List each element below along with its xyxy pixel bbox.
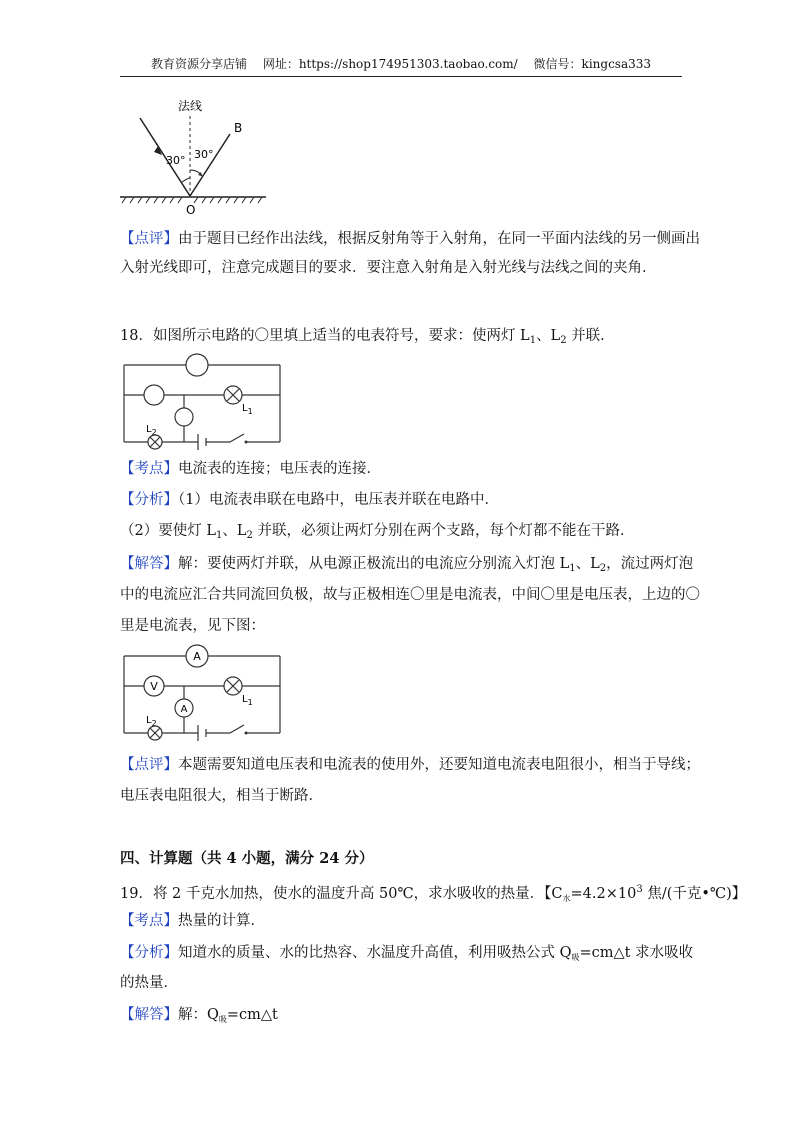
q19-kaodian: 【考点】热量的计算． (120, 913, 265, 929)
circuit-answer (118, 641, 288, 741)
q18-jieda2: 中的电流应汇合共同流回负极，故与正极相连〇里是电流表，中间〇里是电压表，上边的〇 (120, 587, 700, 603)
q18-dianping1: 【点评】本题需要知道电压表和电流表的使用外，还要知道电流表电阻很小，相当于导线； (120, 757, 700, 773)
point-o-label: O (186, 203, 196, 216)
header-shop: 教育资源分享店铺 (150, 57, 247, 71)
angle2-label: 30° (194, 148, 214, 161)
q18-jieda1: 【解答】解：要使两灯并联，从电源正极流出的电流应分别流入灯泡 $L_1$、$L_2$，流过两灯泡 (120, 556, 694, 574)
meter-a2-label: A (180, 704, 188, 715)
page-header (120, 54, 682, 77)
q17-comment-line1: 【点评】由于题目已经作出法线，根据反射角等于入射角，在同一平面内法线的另一侧画出 (120, 231, 700, 247)
circuit-blank (118, 350, 288, 450)
meter-v-label: V (150, 680, 158, 693)
circuit-l1-label: $L_1$ (242, 403, 253, 416)
q19-fenxi1: 【分析】知道水的质量、水的比热容、水温度升高值，利用吸热公式 $Q_吸=cm\triangle t$ 求水吸收 (120, 945, 694, 962)
reflection-figure (118, 96, 268, 216)
q18-jieda3: 里是电流表，见下图： (120, 618, 265, 634)
q18-dianping2: 电压表电阻很大，相当于断路． (120, 788, 323, 804)
circuit-l2-label: $L_2$ (146, 424, 157, 437)
q19-stem: 19．将 2 千克水加热，使水的温度升高 50℃，求水吸收的热量．【$C_水=4.2\times 10^3$ 焦/(千克•℃)】 (120, 884, 747, 903)
angle1-label: 30° (166, 154, 186, 167)
q19-jieda: 【解答】解：$Q_吸=cm\triangle t$ (120, 1007, 278, 1024)
meter-a1-label: A (193, 650, 201, 663)
header-url: 网址：https://shop174951303.taobao.com/ (262, 57, 518, 71)
header-wechat: 微信号：kingcsa333 (533, 57, 652, 71)
circuit2-l2-label: $L_2$ (146, 715, 157, 728)
q18-stem: 18．如图所示电路的〇里填上适当的电表符号，要求：使两灯 $L_1$、$L_2$ 并联． (120, 328, 615, 346)
q17-comment-line2: 入射光线即可，注意完成题目的要求．要注意入射角是入射光线与法线之间的夹角． (120, 260, 657, 276)
q17-dianping-tag: 【点评】 (120, 231, 178, 247)
normal-label: 法线 (178, 99, 203, 113)
point-b-label: B (234, 121, 243, 135)
q19-fenxi2: 的热量． (120, 975, 178, 991)
q18-fenxi1: 【分析】（1）电流表串联在电路中，电压表并联在电路中． (120, 492, 499, 508)
q18-kaodian: 【考点】电流表的连接；电压表的连接． (120, 461, 381, 477)
section4-title: 四、计算题（共 4 小题，满分 24 分） (120, 850, 374, 867)
circuit2-l1-label: $L_1$ (242, 694, 253, 707)
q18-fenxi2: （2）要使灯 $L_1$、$L_2$ 并联，必须让两灯分别在两个支路，每个灯都不能在干路． (120, 523, 635, 541)
